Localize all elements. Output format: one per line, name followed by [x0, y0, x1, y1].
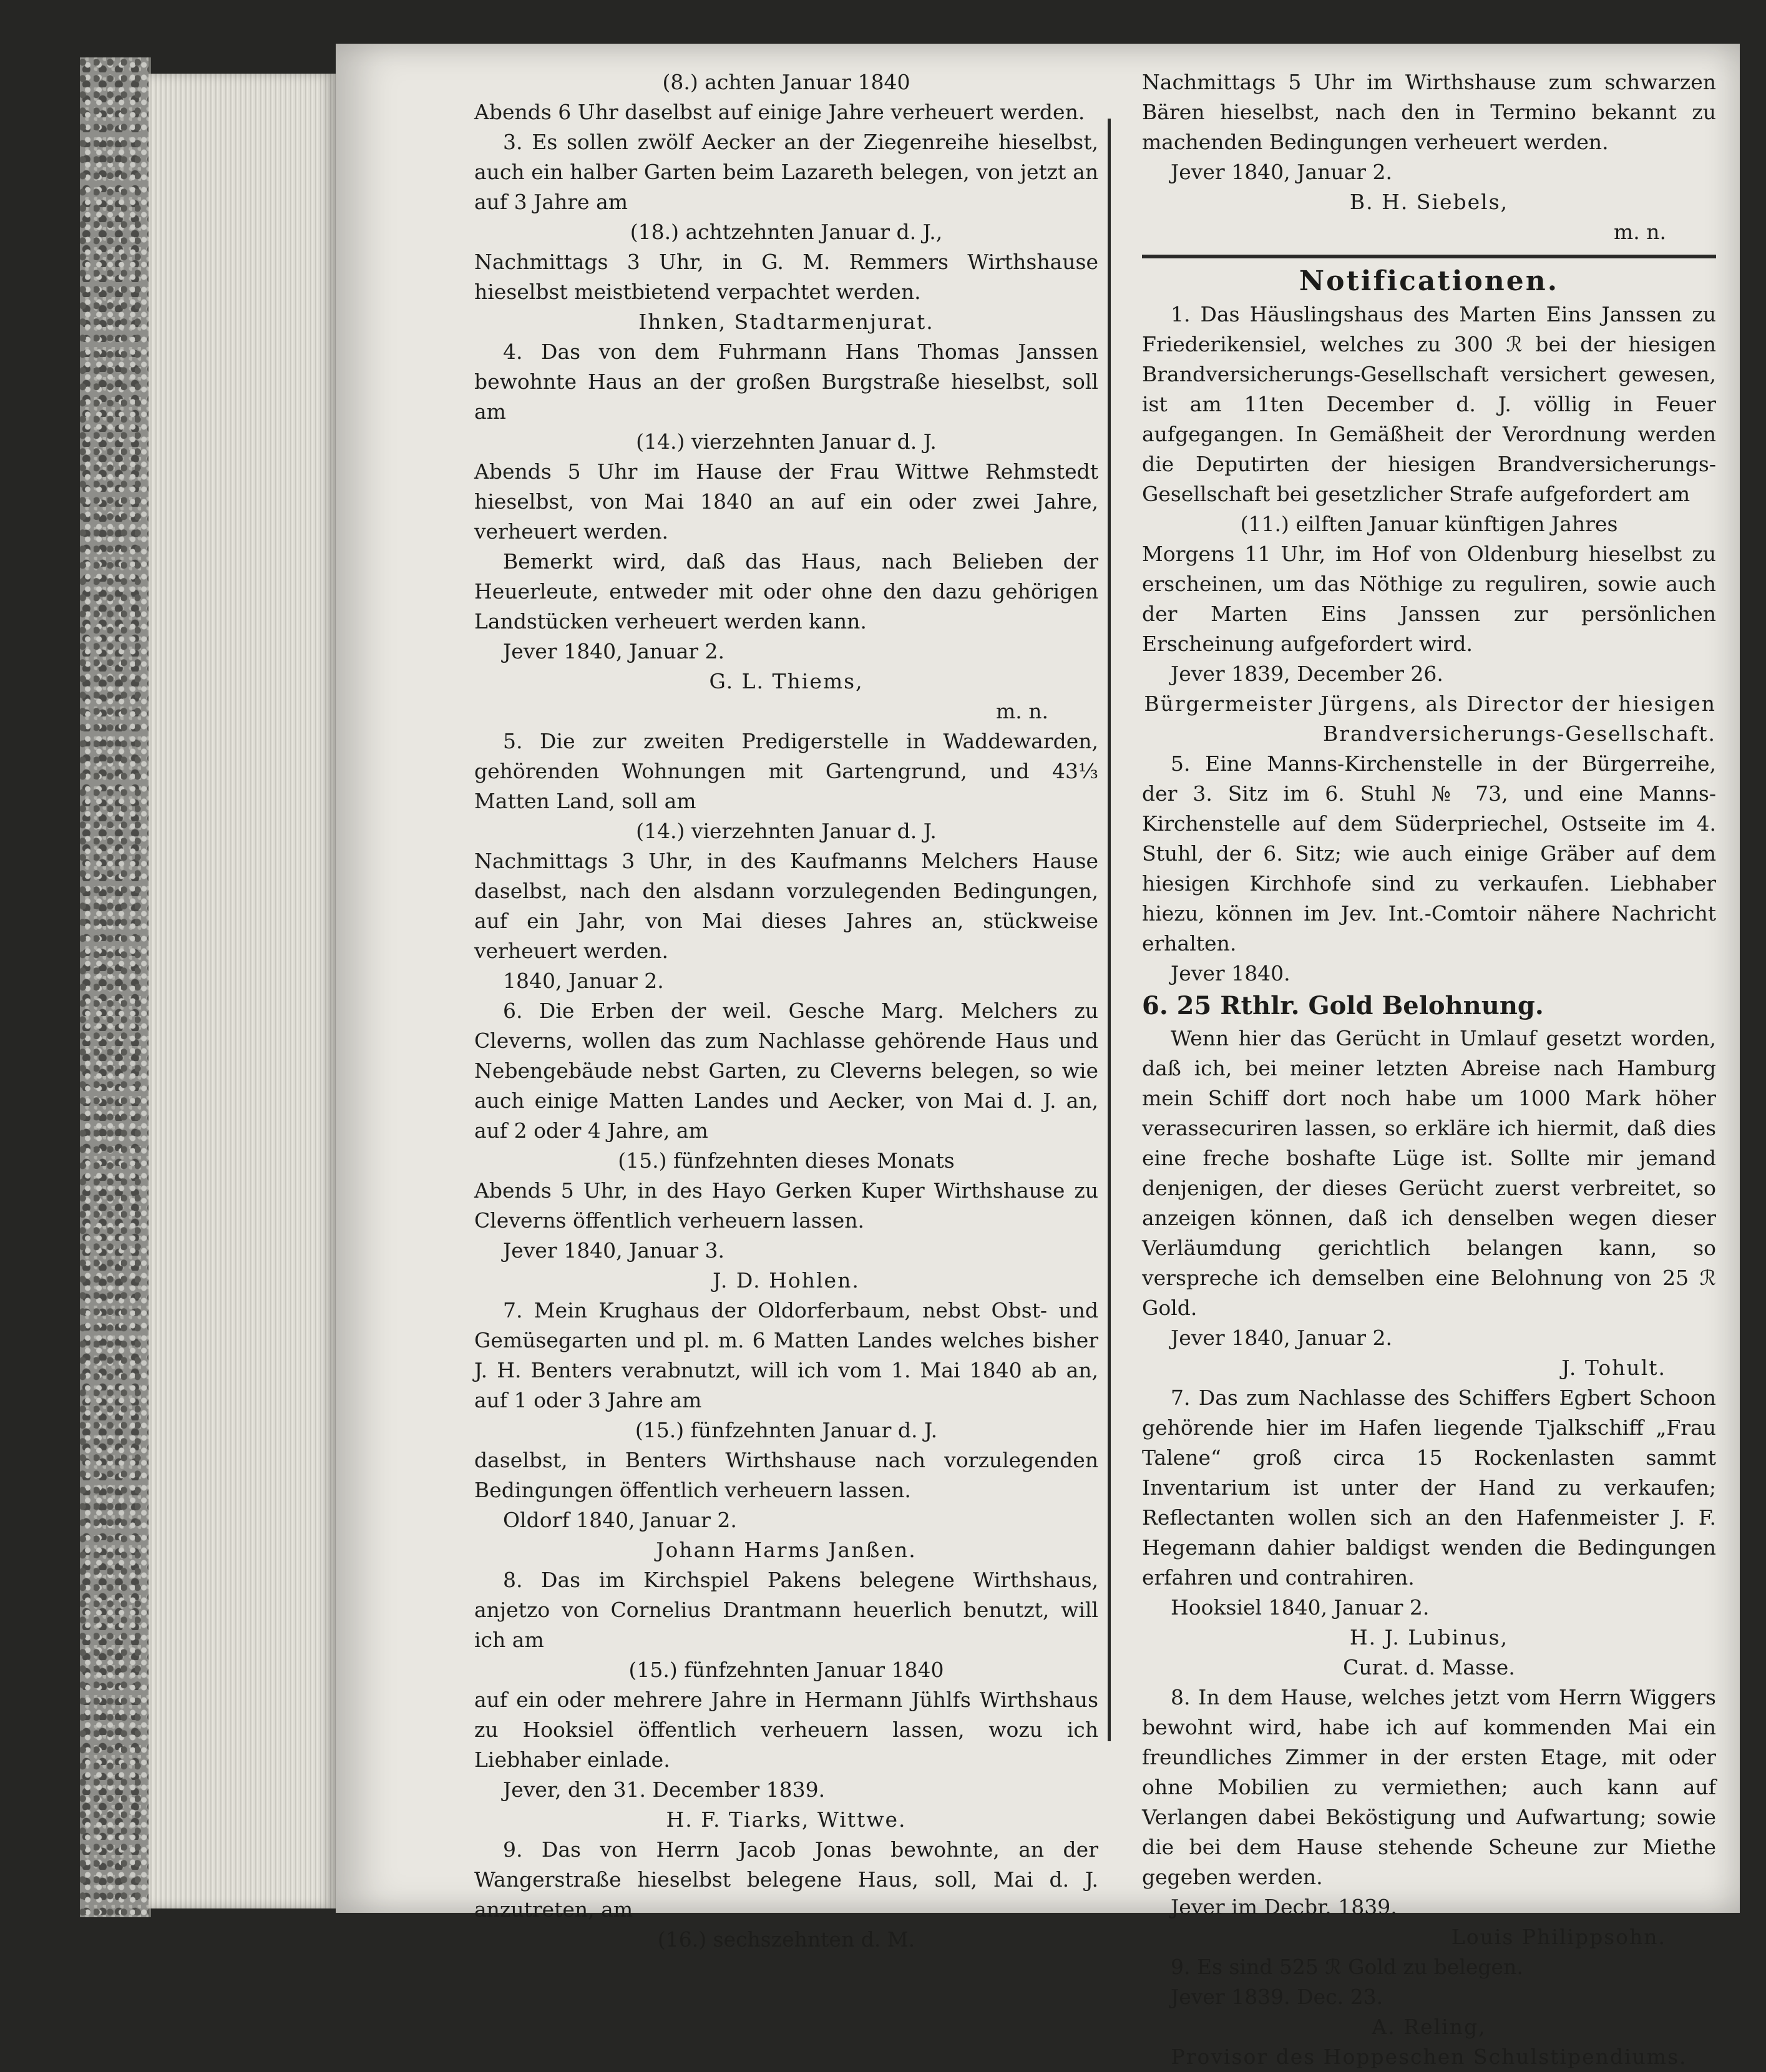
paragraph: Jever 1840, Januar 2. [1171, 1326, 1392, 1350]
paragraph: H. J. Lubinus, [1349, 1625, 1509, 1649]
paragraph: Jever 1840, Januar 2. [503, 639, 724, 663]
paragraph: 9. Es sind 525 ℛ Gold zu belegen. [1171, 1955, 1523, 1979]
paragraph: Jever 1840, Januar 3. [503, 1238, 724, 1263]
paragraph: Morgens 11 Uhr, im Hof von Oldenburg hieselbst zu erscheinen, um das Nöthige zu reguliren, sowie auch der Marten Eins Janssen zur persönlichen Erscheinung aufgefordert wird. [1142, 542, 1716, 656]
right-column-top [1142, 67, 1716, 247]
paragraph: 7. Das zum Nachlasse des Schiffers Egbert Schoon gehörende hier im Hafen liegende Tjalkschiff „Frau Talene“ groß circa 15 Rockenlasten sammt Inventarium ist unter der Hand zu verkaufen; Reflectanten wollen sich an den Hafenmeister J. F. Hegemann dahier baldigst wenden die Bedingungen erfahren und contrahiren. [1142, 1385, 1716, 1590]
paragraph: 7. Mein Krughaus der Oldorferbaum, nebst Obst- und Gemüsegarten und pl. m. 6 Matten Landes welches bisher J. H. Benters verabnutzt, will ich vom 1. Mai 1840 ab an, auf 1 oder 3 Jahre am [474, 1298, 1098, 1412]
paragraph: (14.) vierzehnten Januar d. J. [636, 819, 937, 843]
paragraph: 6. 25 Rthlr. Gold Belohnung. [1142, 991, 1544, 1020]
paragraph: (15.) fünfzehnten dieses Monats [618, 1148, 955, 1173]
paragraph: 3. Es sollen zwölf Aecker an der Ziegenreihe hieselbst, auch ein halber Garten beim Lazareth belegen, von jetzt an auf 3 Jahre am [474, 130, 1098, 214]
paragraph: Abends 5 Uhr im Hause der Frau Wittwe Rehmstedt hieselbst, von Mai 1840 an auf ein oder zwei Jahre, verheuert werden. [474, 459, 1098, 544]
section-title: Notificationen. [1299, 265, 1559, 297]
paragraph: (18.) achtzehnten Januar d. J., [630, 220, 943, 244]
paragraph: Jever, den 31. December 1839. [503, 1777, 826, 1802]
right-column [1142, 67, 1716, 2072]
page-edges [149, 74, 336, 1908]
book-spine [80, 57, 151, 1917]
paragraph: Hooksiel 1840, Januar 2. [1171, 1595, 1430, 1620]
paragraph: Nachmittags 3 Uhr, in G. M. Remmers Wirthshause hieselbst meistbietend verpachtet werden. [474, 250, 1098, 304]
paragraph: Provisor des Hoppeschen Schulstipendiums. [1171, 2045, 1687, 2069]
paragraph: 1. Das Häuslingshaus des Marten Eins Janssen zu Friederikensiel, welches zu 300 ℛ bei der hiesigen Brandversicherungs-Gesellschaft versichert gewesen, ist am 11ten December d. J. völlig in Feuer aufgegangen. In Gemäßheit der Verordnung werden die Deputirten der hiesigen Brandversicherungs-Gesellschaft bei gesetzlicher Strafe aufgefordert am [1142, 302, 1716, 506]
paragraph: G. L. Thiems, [709, 669, 864, 693]
left-column [474, 67, 1098, 1955]
right-column-notices [1142, 300, 1716, 2072]
paragraph: (15.) fünfzehnten Januar 1840 [628, 1658, 944, 1682]
paragraph: 9. Das von Herrn Jacob Jonas bewohnte, an der Wangerstraße hieselbst belegene Haus, soll, Mai d. J. anzutreten, am [474, 1837, 1098, 1922]
paragraph: Jever 1839. Dec. 23. [1171, 1985, 1383, 2009]
paragraph: Nachmittags 5 Uhr im Wirthshause zum schwarzen Bären hieselbst, nach den in Termino bekannt zu machenden Bedingungen verheuert werden. [1142, 70, 1716, 154]
paragraph: auf ein oder mehrere Jahre in Hermann Jühlfs Wirthshaus zu Hooksiel öffentlich verheuern lassen, wozu ich Liebhaber einlade. [474, 1688, 1098, 1772]
paragraph: 5. Die zur zweiten Predigerstelle in Waddewarden, gehörenden Wohnungen mit Gartengrund, und 43⅓ Matten Land, soll am [474, 729, 1098, 813]
paragraph: J. D. Hohlen. [713, 1268, 860, 1293]
paragraph: 8. Das im Kirchspiel Pakens belegene Wirthshaus, anjetzo von Cornelius Drantmann heuerlich benutzt, will ich am [474, 1568, 1098, 1652]
paragraph: Jever im Decbr. 1839. [1171, 1895, 1397, 1919]
paragraph: 1840, Januar 2. [503, 969, 664, 993]
paragraph: Curat. d. Masse. [1343, 1655, 1515, 1679]
paragraph: Nachmittags 3 Uhr, in des Kaufmanns Melchers Hause daselbst, nach den alsdann vorzulegenden Bedingungen, auf ein Jahr, von Mai dieses Jahres an, stückweise verheuert werden. [474, 849, 1098, 963]
paragraph: J. Tohult. [1561, 1356, 1666, 1380]
section-rule [1142, 255, 1716, 258]
column-divider [1108, 119, 1111, 1741]
paragraph: Jever 1840. [1171, 961, 1290, 985]
paragraph: 8. In dem Hause, welches jetzt vom Herrn Wiggers bewohnt wird, habe ich auf kommenden Mai ein freundliches Zimmer in der ersten Etage, mit oder ohne Mobilien zu vermiethen; auch kann auf Verlangen dabei Beköstigung und Aufwartung; sowie die bei dem Hause stehende Scheune zur Miethe gegeben werden. [1142, 1685, 1716, 1889]
paragraph: daselbst, in Benters Wirthshause nach vorzulegenden Bedingungen öffentlich verheuern lassen. [474, 1448, 1098, 1502]
paragraph: 6. Die Erben der weil. Gesche Marg. Melchers zu Cleverns, wollen das zum Nachlasse gehörende Haus und Nebengebäude nebst Garten, zu Cleverns belegen, so wie auch einige Matten Landes und Aecker, von Mai d. J. an, auf 2 oder 4 Jahre, am [474, 999, 1098, 1143]
paragraph: 5. Eine Manns-Kirchenstelle in der Bürgerreihe, der 3. Sitz im 6. Stuhl № 73, und eine Manns-Kirchenstelle auf dem Süderpriechel, Ostseite im 4. Stuhl, der 6. Sitz; wie auch einige Gräber auf dem hiesigen Kirchhofe sind zu verkaufen. Liebhaber hiezu, können im Jev. Int.-Comtoir nähere Nachricht erhalten. [1142, 751, 1716, 955]
paragraph: (8.) achten Januar 1840 [662, 70, 910, 94]
paragraph: Ihnken, Stadtarmenjurat. [638, 310, 934, 334]
paragraph: (15.) fünfzehnten Januar d. J. [635, 1418, 938, 1442]
paragraph: Oldorf 1840, Januar 2. [503, 1508, 737, 1532]
paragraph: Abends 5 Uhr, in des Hayo Gerken Kuper Wirthshause zu Cleverns öffentlich verheuern lassen. [474, 1178, 1098, 1233]
paragraph: Johann Harms Janßen. [656, 1538, 917, 1562]
paragraph: 4. Das von dem Fuhrmann Hans Thomas Janssen bewohnte Haus an der großen Burgstraße hieselbst, soll am [474, 340, 1098, 424]
paragraph: Jever 1840, Januar 2. [1171, 160, 1392, 184]
paragraph: Louis Philippsohn. [1451, 1925, 1666, 1949]
paragraph: (16.) sechszehnten d. M. [657, 1927, 915, 1952]
paragraph: Wenn hier das Gerücht in Umlauf gesetzt worden, daß ich, bei meiner letzten Abreise nach Hamburg mein Schiff dort noch habe um 1000 Mark höher verassecuriren lassen, so erkläre ich hiermit, daß dies eine freche boshafte Lüge ist. Sollte mir jemand denjenigen, der dieses Gerücht zuerst verbreitet, so anzeigen können, daß ich denselben wegen dieser Verläumdung gerichtlich belangen kann, so verspreche ich demselben eine Belohnung von 25 ℛ Gold. [1142, 1026, 1716, 1320]
paragraph: m. n. [995, 699, 1048, 723]
paragraph: H. F. Tiarks, Wittwe. [666, 1807, 907, 1832]
paragraph: B. H. Siebels, [1349, 190, 1509, 214]
paragraph: m. n. [1613, 220, 1666, 244]
paragraph: (11.) eilften Januar künftigen Jahres [1240, 512, 1618, 536]
paragraph: (14.) vierzehnten Januar d. J. [636, 429, 937, 454]
paragraph: Jever 1839, December 26. [1171, 662, 1443, 686]
paragraph: Bürgermeister Jürgens, als Director der hiesigen Brandversicherungs-Gesellschaft. [1144, 691, 1716, 746]
paragraph: Abends 6 Uhr daselbst auf einige Jahre verheuert werden. [474, 100, 1085, 124]
paragraph: Bemerkt wird, daß das Haus, nach Belieben der Heuerleute, entweder mit oder ohne den dazu gehörigen Landstücken verheuert werden kann. [474, 549, 1098, 633]
paragraph: A. Reling, [1372, 2015, 1486, 2039]
